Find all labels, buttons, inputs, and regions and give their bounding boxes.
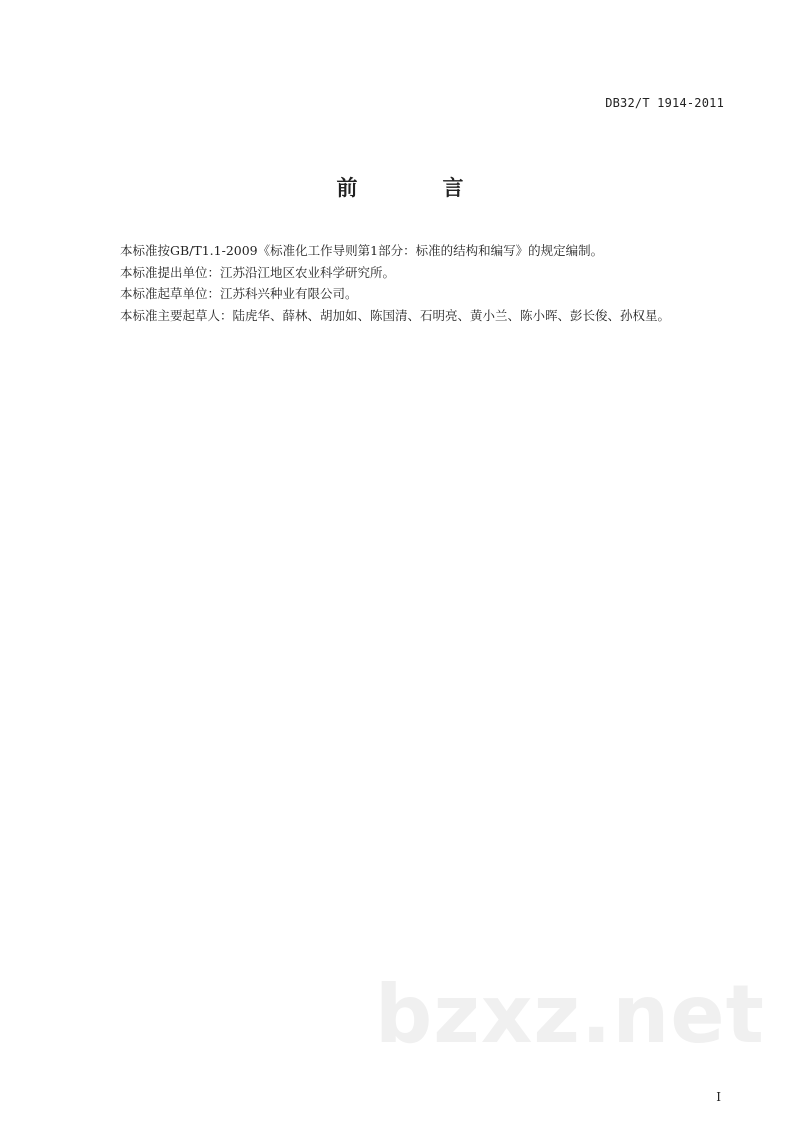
watermark: bzxz.net [375, 968, 765, 1061]
paragraph-drafting-rules: 本标准按GB/T1.1-2009《标准化工作导则第1部分：标准的结构和编写》的规定编制。 [120, 243, 604, 258]
page-title [0, 172, 800, 202]
standard-code: DB32/T 1914-2011 [605, 96, 724, 110]
paragraph-proposing-unit: 本标准提出单位：江苏沿江地区农业科学研究所。 [120, 264, 396, 280]
page-number: I [716, 1090, 721, 1104]
paragraph-main-drafters: 本标准主要起草人：陆虎华、薛林、胡加如、陈国清、石明亮、黄小兰、陈小晖、彭长俊、孙权星。 [120, 307, 671, 323]
foreword-body [120, 240, 740, 326]
page-title-text: 前 言 [336, 176, 496, 200]
paragraph-drafting-unit: 本标准起草单位：江苏科兴种业有限公司。 [120, 286, 358, 301]
